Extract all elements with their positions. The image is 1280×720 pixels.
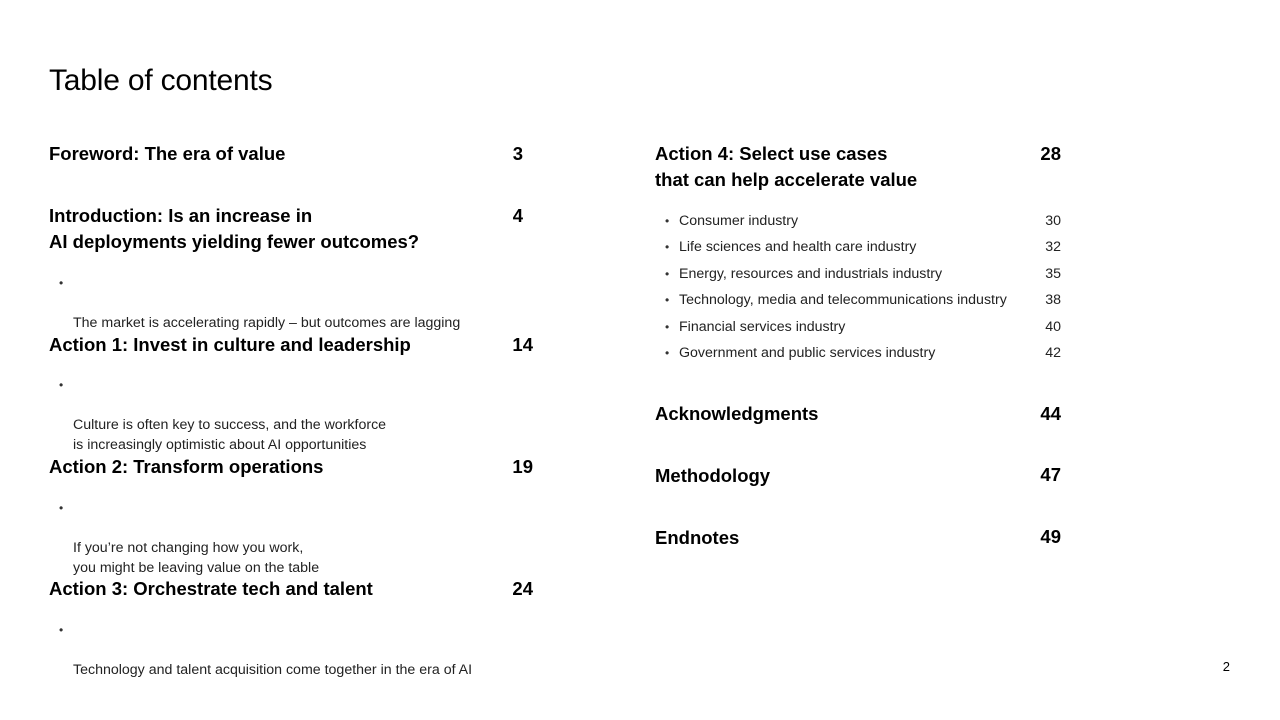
toc-heading: Introduction: Is an increase in AI deployments yielding fewer outcomes?: [49, 205, 420, 252]
toc-heading: Endnotes: [655, 527, 740, 548]
toc-page-number: 44: [1040, 403, 1061, 424]
toc-heading: Action 1: Invest in culture and leadership: [49, 334, 411, 355]
toc-entry-foreword[interactable]: [49, 141, 523, 167]
toc-subtopic[interactable]: [49, 498, 319, 578]
toc-entry-action-1[interactable]: [49, 332, 533, 358]
toc-subtopics-action-1: [49, 375, 386, 455]
toc-page-number: 19: [512, 456, 533, 477]
toc-heading: Action 4: Select use cases that can help accelerate value: [655, 143, 918, 190]
toc-page-number: 3: [512, 143, 523, 164]
toc-entry-action-3[interactable]: [49, 576, 533, 602]
toc-subtopic-label: Technology, media and telecommunications industry: [679, 292, 1007, 309]
bullet-icon: •: [59, 623, 64, 637]
toc-entry-introduction[interactable]: [49, 203, 523, 255]
toc-heading: Foreword: The era of value: [49, 143, 286, 164]
toc-subtopic-label: If you’re not changing how you work, you might be leaving value on the table: [73, 540, 320, 576]
toc-subtopics-action-4: [655, 211, 1061, 369]
toc-subtopics-introduction: [49, 273, 460, 333]
bullet-icon: •: [59, 276, 64, 290]
toc-heading: Action 3: Orchestrate tech and talent: [49, 578, 373, 599]
bullet-icon: •: [665, 293, 670, 308]
toc-subtopic-page: 32: [1045, 239, 1061, 256]
bullet-icon: •: [665, 214, 670, 228]
page-number: 2: [1222, 659, 1230, 674]
toc-subtopics-action-2: [49, 498, 319, 578]
toc-subtopics-action-3: [49, 620, 472, 680]
toc-heading: Action 2: Transform operations: [49, 456, 324, 477]
toc-page-number: 47: [1040, 464, 1061, 485]
toc-entry-endnotes[interactable]: [655, 525, 1061, 551]
toc-subtopic-label: Government and public services industry: [679, 344, 936, 361]
toc-subtopic-page: 42: [1045, 344, 1061, 361]
toc-entry-action-4[interactable]: [655, 141, 1061, 193]
toc-subtopic[interactable]: [655, 343, 1061, 369]
toc-entry-action-2[interactable]: [49, 454, 533, 480]
toc-subtopic[interactable]: [655, 211, 1061, 237]
toc-subtopic-label: Technology and talent acquisition come together in the era of AI: [73, 662, 473, 678]
bullet-icon: •: [665, 319, 670, 334]
toc-subtopic[interactable]: [655, 237, 1061, 263]
bullet-icon: •: [59, 501, 64, 515]
toc-subtopic-label: Energy, resources and industrials industry: [679, 265, 943, 282]
toc-subtopic[interactable]: [49, 620, 472, 680]
toc-page-number: 28: [1040, 143, 1061, 164]
bullet-icon: •: [665, 345, 670, 360]
toc-page-number: 49: [1040, 526, 1061, 547]
toc-subtopic-page: 30: [1045, 213, 1061, 229]
toc-entry-acknowledgments[interactable]: [655, 401, 1061, 427]
toc-subtopic-page: 35: [1045, 265, 1061, 282]
toc-subtopic[interactable]: [655, 290, 1061, 316]
bullet-icon: •: [665, 266, 670, 281]
toc-subtopic[interactable]: [49, 273, 460, 333]
bullet-icon: •: [665, 240, 670, 255]
toc-subtopic-page: 40: [1045, 318, 1061, 335]
toc-subtopic-label: Culture is often key to success, and the workforce is increasingly optimistic about AI opportunities: [73, 417, 387, 453]
bullet-icon: •: [59, 378, 64, 392]
toc-page-number: 4: [512, 205, 523, 226]
toc-page-number: 14: [512, 334, 533, 355]
toc-subtopic[interactable]: [655, 264, 1061, 290]
toc-heading: Acknowledgments: [655, 403, 819, 424]
toc-subtopic-page: 38: [1045, 292, 1061, 309]
toc-page-number: 24: [512, 578, 533, 599]
toc-entry-methodology[interactable]: [655, 463, 1061, 489]
toc-heading: Methodology: [655, 465, 771, 486]
toc-subtopic-label: Financial services industry: [679, 318, 846, 335]
toc-subtopic[interactable]: [655, 317, 1061, 343]
toc-subtopic[interactable]: [49, 375, 386, 455]
toc-subtopic-label: Life sciences and health care industry: [679, 239, 917, 256]
toc-subtopic-label: The market is accelerating rapidly – but outcomes are lagging: [73, 315, 461, 331]
toc-subtopic-label: Consumer industry: [679, 213, 799, 229]
page-title: Table of contents: [49, 64, 273, 97]
